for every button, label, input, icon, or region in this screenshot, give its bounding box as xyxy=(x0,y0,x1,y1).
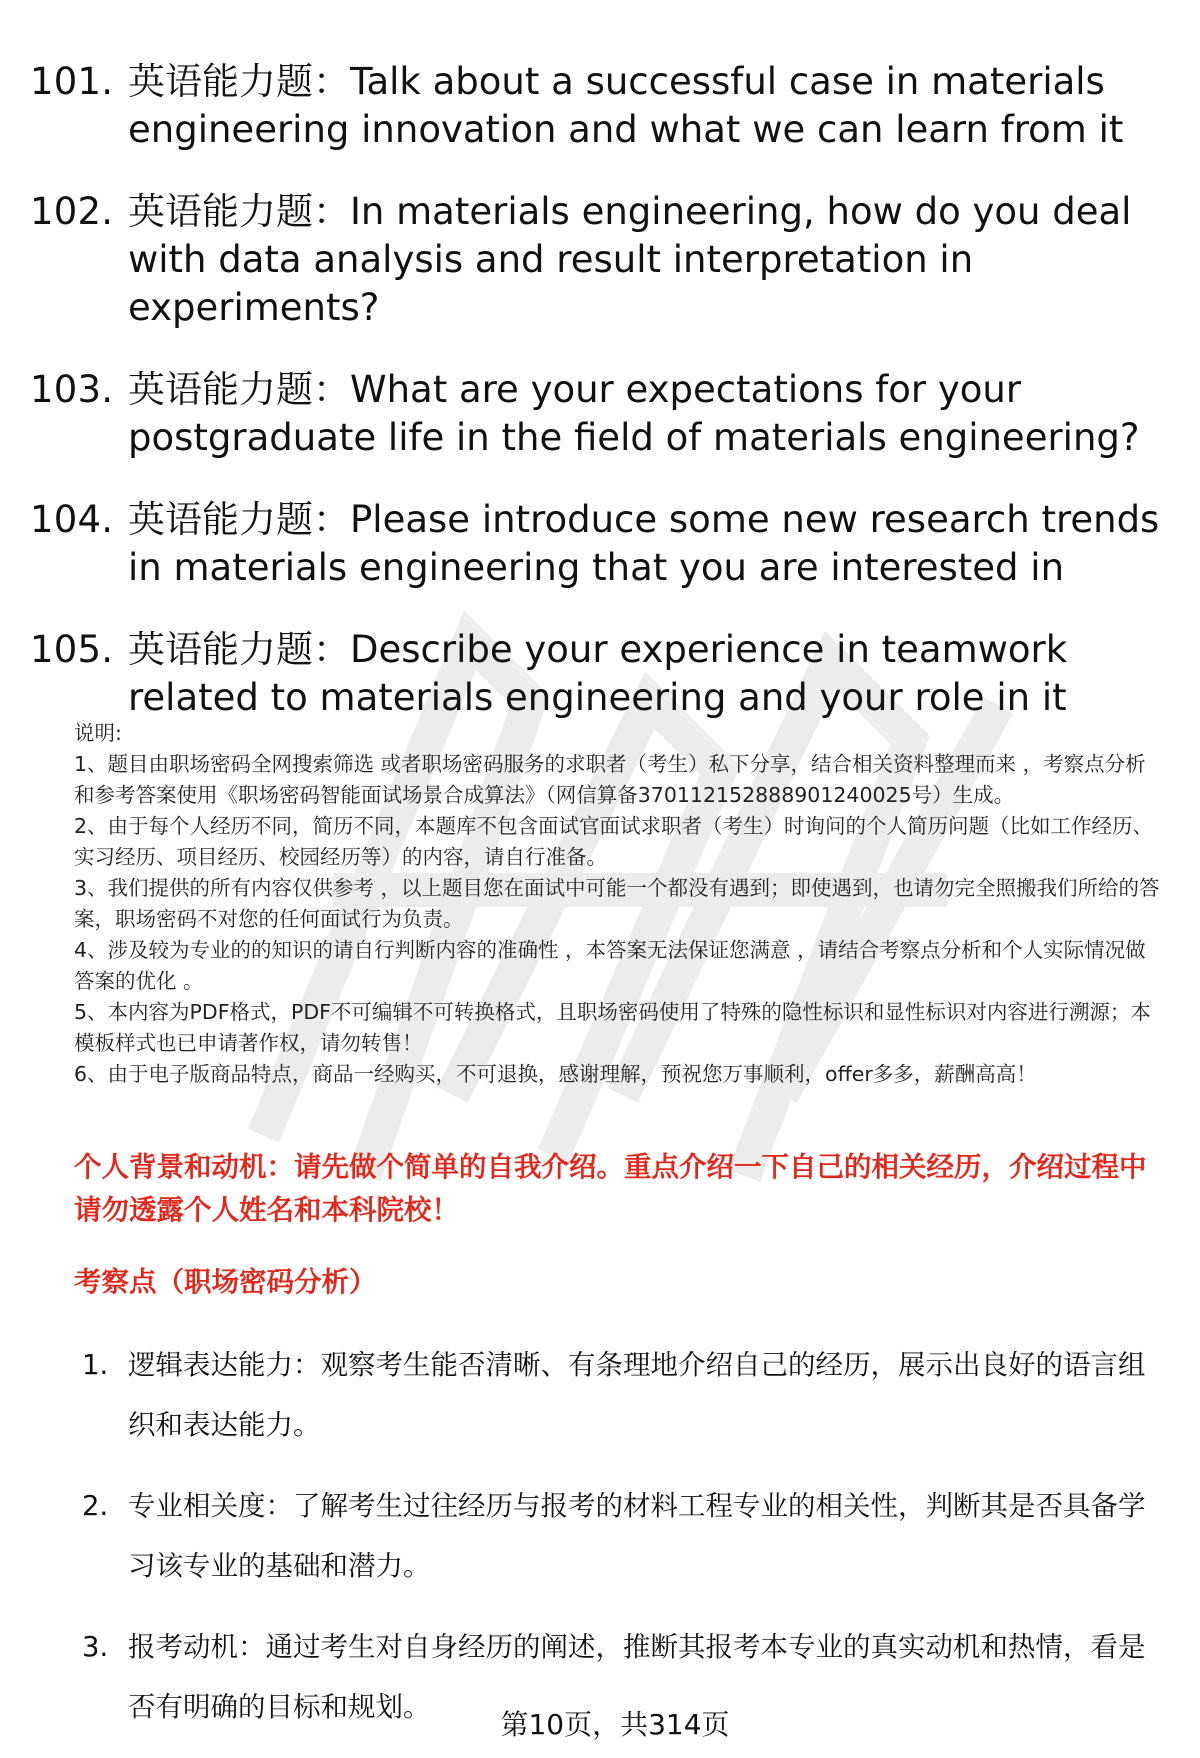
question-item xyxy=(30,496,1180,592)
point-number: 2. xyxy=(82,1490,109,1522)
note-item: 3、我们提供的所有内容仅供参考 ，以上题目您在面试中可能一个都没有遇到；即使遇到，也请勿完全照搬我们所给的答案，职场密码不对您的任何面试行为负责。 xyxy=(74,876,1160,931)
question-item xyxy=(30,58,1180,154)
question-number: 102. xyxy=(30,190,114,233)
question-number: 103. xyxy=(30,368,114,411)
analysis-point-list xyxy=(82,1335,1162,1758)
question-item xyxy=(30,366,1180,462)
question-item xyxy=(30,188,1180,332)
question-text: 英语能力题：Please introduce some new research trends in materials engineering that you are interested in xyxy=(128,498,1160,589)
note-item: 4、涉及较为专业的的知识的请自行判断内容的准确性 ，本答案无法保证您满意 ，请结合考察点分析和个人实际情况做答案的优化 。 xyxy=(74,938,1146,993)
notes-section xyxy=(74,718,1164,1090)
note-item: 5、本内容为PDF格式，PDF不可编辑不可转换格式，且职场密码使用了特殊的隐性标识和显性标识对内容进行溯源；本模板样式也已申请著作权，请勿转售！ xyxy=(74,1000,1151,1055)
analysis-point xyxy=(82,1335,1162,1455)
analysis-point xyxy=(82,1476,1162,1596)
question-text: 英语能力题：What are your expectations for your postgraduate life in the field of materials engineering? xyxy=(128,368,1140,459)
question-list xyxy=(30,58,1180,756)
question-number: 104. xyxy=(30,498,114,541)
question-number: 101. xyxy=(30,60,114,103)
section-question-title: 个人背景和动机：请先做个简单的自我介绍。重点介绍一下自己的相关经历，介绍过程中请勿透露个人姓名和本科院校！ xyxy=(74,1151,1147,1226)
note-item: 6、由于电子版商品特点，商品一经购买，不可退换，感谢理解，预祝您万事顺利，offer多多，薪酬高高！ xyxy=(74,1062,1037,1086)
analysis-heading: 考察点（职场密码分析） xyxy=(74,1266,377,1298)
question-number: 105. xyxy=(30,628,114,671)
page-footer: 第10页，共314页 xyxy=(500,1708,730,1741)
note-item: 2、由于每个人经历不同，简历不同，本题库不包含面试官面试求职者（考生）时询问的个人简历问题（比如工作经历、实习经历、项目经历、校园经历等）的内容，请自行准备。 xyxy=(74,814,1154,869)
question-text: 英语能力题：Describe your experience in teamwork related to materials engineering and your role in it xyxy=(128,628,1068,719)
point-number: 3. xyxy=(82,1631,109,1663)
point-text: 逻辑表达能力：观察考生能否清晰、有条理地介绍自己的经历，展示出良好的语言组织和表达能力。 xyxy=(128,1349,1146,1441)
question-text: 英语能力题：In materials engineering, how do you deal with data analysis and result interpretation in experiments? xyxy=(128,190,1132,329)
notes-heading: 说明: xyxy=(74,721,122,745)
point-text: 专业相关度：了解考生过往经历与报考的材料工程专业的相关性，判断其是否具备学习该专业的基础和潜力。 xyxy=(128,1490,1146,1582)
question-text: 英语能力题：Talk about a successful case in materials engineering innovation and what we can learn from it xyxy=(128,60,1124,151)
question-item xyxy=(30,626,1180,722)
note-item: 1、题目由职场密码全网搜索筛选 或者职场密码服务的求职者（考生）私下分享，结合相关资料整理而来 ，考察点分析和参考答案使用《职场密码智能面试场景合成算法》（网信算备370112152888901240025号）生成。 xyxy=(74,752,1146,807)
point-text: 报考动机：通过考生对自身经历的阐述，推断其报考本专业的真实动机和热情，看是否有明确的目标和规划。 xyxy=(128,1631,1146,1723)
point-number: 1. xyxy=(82,1349,109,1381)
